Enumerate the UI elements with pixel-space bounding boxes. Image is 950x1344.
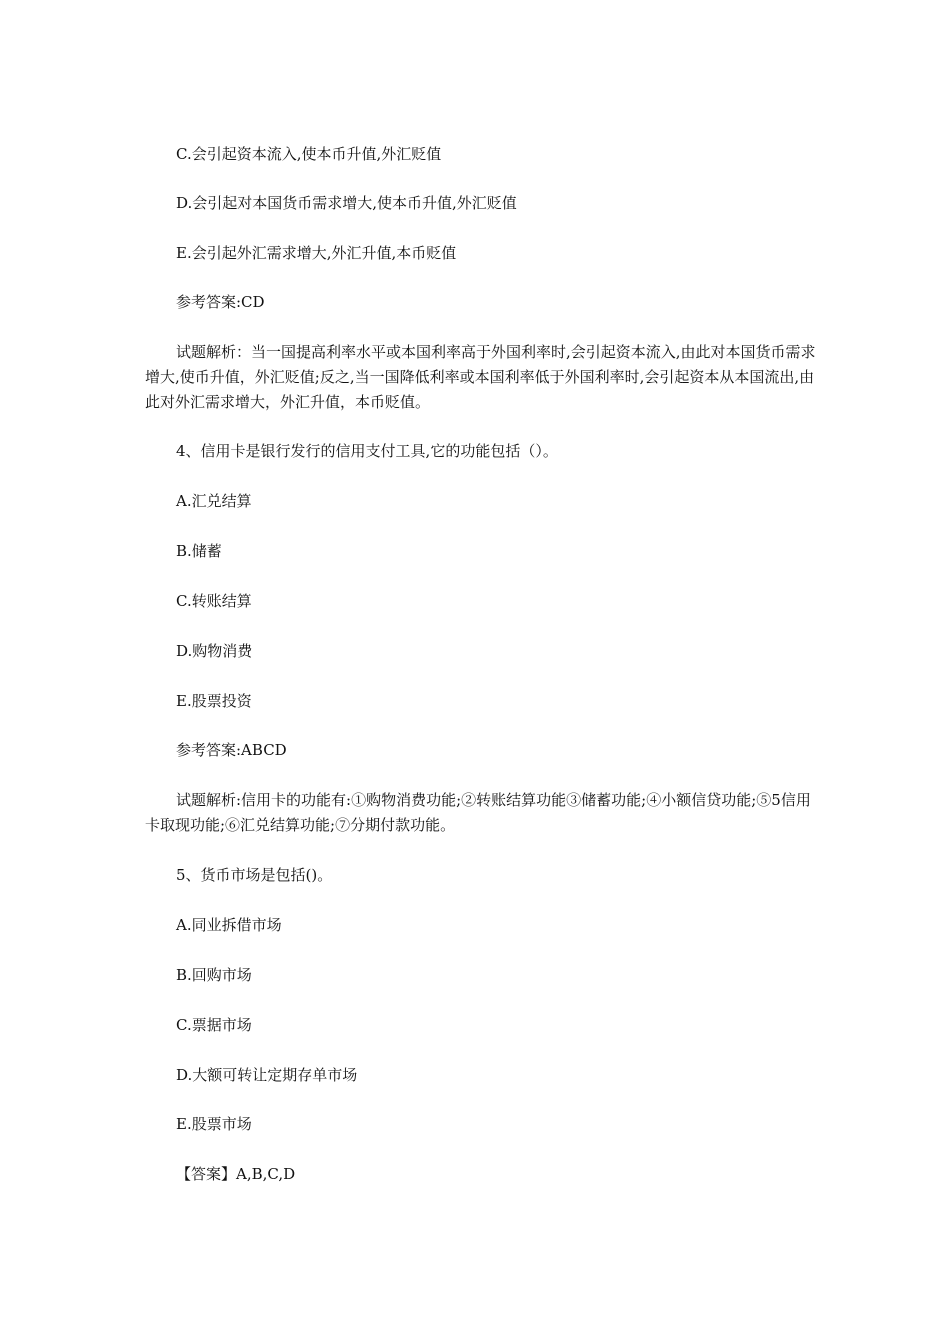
q5-option-d: D.大额可转让定期存单市场 [176,1066,358,1084]
q3-answer: 参考答案:CD [176,293,265,311]
q4-option-d: D.购物消费 [176,642,253,660]
q4-option-b: B.储蓄 [176,542,222,560]
q5-question: 5、货币市场是包括()。 [176,866,333,884]
q5-option-e: E.股票市场 [176,1115,252,1133]
q5-option-b: B.回购市场 [176,966,252,984]
q3-option-d: D.会引起对本国货币需求增大,使本币升值,外汇贬值 [176,194,517,212]
q5-option-c: C.票据市场 [176,1016,252,1034]
q4-analysis: 试题解析:信用卡的功能有:①购物消费功能;②转账结算功能③储蓄功能;④小额信贷功能;⑤5信用卡取现功能;⑥汇兑结算功能;⑦分期付款功能。 [145,791,811,834]
q5-option-a: A.同业拆借市场 [176,916,282,934]
q3-analysis: 试题解析：当一国提高利率水平或本国利率高于外国利率时,会引起资本流入,由此对本国货币需求增大,使币升值，外汇贬值;反之,当一国降低利率或本国利率低于外国利率时,会引起资本从本国流出,由此对外汇需求增大，外汇升值，本币贬值。 [145,343,816,411]
q4-option-c: C.转账结算 [176,592,252,610]
q4-option-a: A.汇兑结算 [176,492,252,510]
q4-option-e: E.股票投资 [176,692,252,710]
q4-question: 4、信用卡是银行发行的信用支付工具,它的功能包括（）。 [176,442,558,460]
q4-answer: 参考答案:ABCD [176,741,287,759]
q3-option-e: E.会引起外汇需求增大,外汇升值,本币贬值 [176,244,457,262]
q5-answer: 【答案】A,B,C,D [176,1165,296,1183]
q3-option-c: C.会引起资本流入,使本币升值,外汇贬值 [176,145,442,163]
